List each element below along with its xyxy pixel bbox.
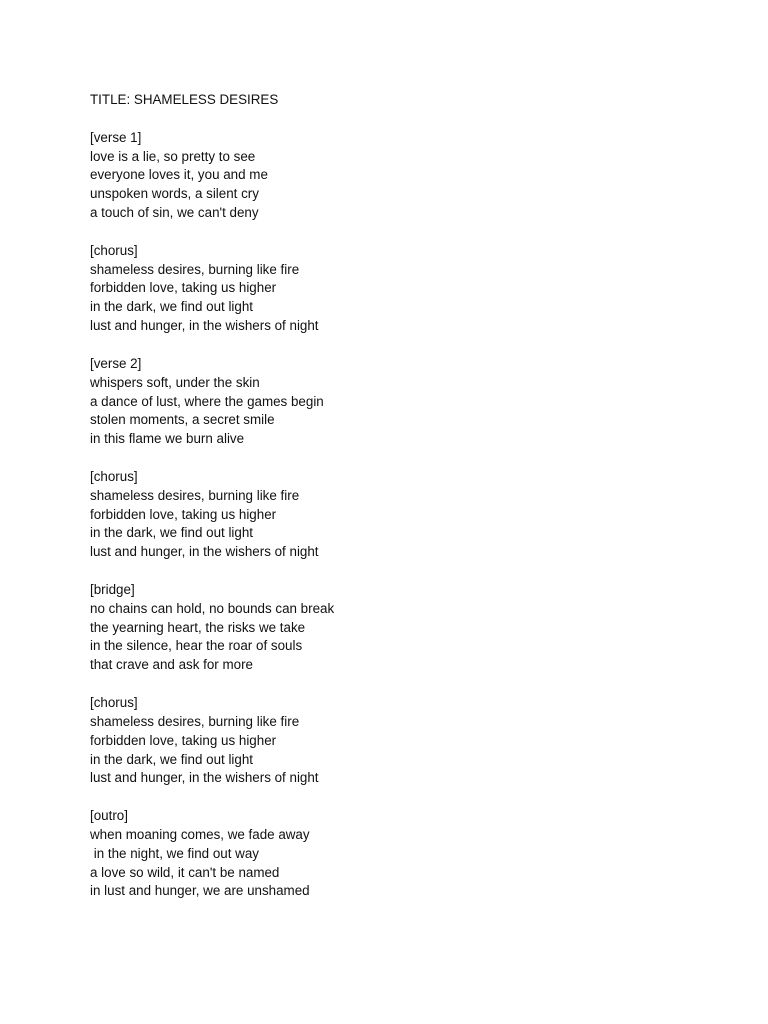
lyric-line: lust and hunger, in the wishers of night [90, 770, 319, 786]
song-title: TITLE: SHAMELESS DESIRES [90, 92, 279, 107]
section-verse-1 [90, 129, 730, 223]
lyric-line: shameless desires, burning like fire [90, 713, 300, 729]
section-label: [chorus] [90, 695, 138, 710]
section-label: [verse 1] [90, 129, 142, 145]
section-label: [bridge] [90, 581, 135, 597]
lyric-line: unspoken words, a silent cry [90, 186, 259, 202]
section-verse-2 [90, 355, 730, 449]
lyric-line: a love so wild, it can't be named [90, 864, 280, 880]
lyric-line: lust and hunger, in the wishers of night [90, 318, 319, 334]
lyric-line: forbidden love, taking us higher [90, 506, 277, 522]
lyric-line: that crave and ask for more [90, 657, 253, 673]
lyric-line: in the dark, we find out light [90, 751, 254, 767]
lyrics-body [90, 91, 730, 901]
section-chorus-1 [90, 242, 730, 336]
section-label: [chorus] [90, 242, 138, 258]
lyric-line: in the night, we find out way [90, 845, 259, 861]
section-chorus-2 [90, 468, 730, 562]
section-label: [chorus] [90, 468, 138, 484]
lyric-line: forbidden love, taking us higher [90, 732, 277, 748]
lyric-line: no chains can hold, no bounds can break [90, 600, 335, 616]
lyric-line: love is a lie, so pretty to see [90, 148, 256, 164]
lyric-line: a dance of lust, where the games begin [90, 393, 324, 409]
section-chorus-3 [90, 694, 730, 788]
section-label: [verse 2] [90, 355, 142, 371]
lyric-line: when moaning comes, we fade away [90, 826, 310, 842]
section-bridge [90, 581, 730, 675]
lyric-line: lust and hunger, in the wishers of night [90, 544, 319, 560]
lyric-line: a touch of sin, we can't deny [90, 205, 259, 221]
lyric-line: forbidden love, taking us higher [90, 280, 277, 296]
lyric-line: in the dark, we find out light [90, 299, 254, 315]
section-outro [90, 807, 730, 901]
lyric-line: in this flame we burn alive [90, 431, 245, 447]
lyric-line: in the dark, we find out light [90, 525, 254, 541]
lyric-line: whispers soft, under the skin [90, 374, 260, 390]
lyric-line: in lust and hunger, we are unshamed [90, 883, 310, 899]
lyric-line: in the silence, hear the roar of souls [90, 638, 303, 654]
lyric-line: the yearning heart, the risks we take [90, 619, 306, 635]
lyric-line: everyone loves it, you and me [90, 167, 268, 183]
lyric-line: shameless desires, burning like fire [90, 487, 300, 503]
section-label: [outro] [90, 808, 128, 824]
lyric-line: stolen moments, a secret smile [90, 412, 275, 428]
lyric-line: shameless desires, burning like fire [90, 261, 300, 277]
